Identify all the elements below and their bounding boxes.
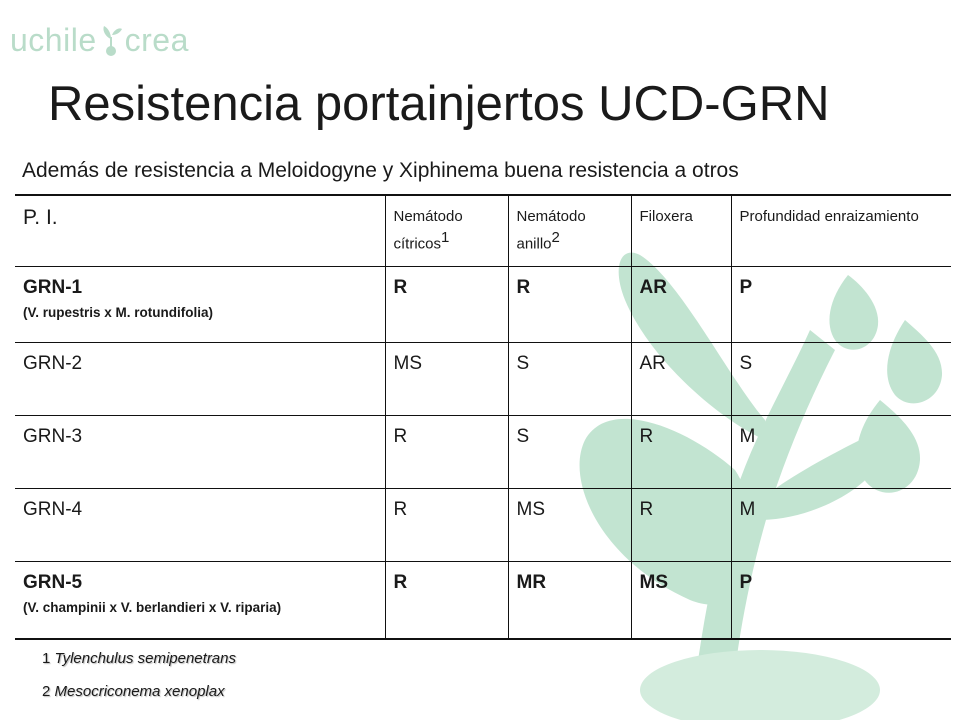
logo-text-left: uchile	[10, 22, 97, 58]
table-cell: M	[731, 415, 951, 488]
page-title: Resistencia portainjertos UCD-GRN	[48, 77, 830, 131]
table-cell: S	[508, 415, 631, 488]
footnote-1	[42, 650, 236, 667]
table-cell: S	[731, 342, 951, 415]
table-cell: R	[508, 266, 631, 342]
table-cell: R	[385, 561, 508, 639]
table-cell: P	[731, 266, 951, 342]
table-cell: S	[508, 342, 631, 415]
logo-text-right: crea	[124, 22, 189, 58]
table-row	[15, 488, 951, 561]
header-cell-phylloxera: Filoxera	[631, 195, 731, 266]
table-cell: R	[385, 266, 508, 342]
table-cell: M	[731, 488, 951, 561]
table-cell: MS	[508, 488, 631, 561]
header-cell-ring-nematode: Nemátodo anillo$^2$	[508, 195, 631, 266]
table-cell: MS	[385, 342, 508, 415]
rootstock-cell: GRN-5 (V. champinii x V. berlandieri x V. riparia)	[15, 561, 385, 639]
header-cell-pi: P. I.	[23, 206, 58, 229]
table-cell: R	[631, 488, 731, 561]
plant-base-blob	[640, 650, 880, 720]
table-cell: AR	[631, 266, 731, 342]
table-cell: R	[631, 415, 731, 488]
footnote-2	[42, 683, 225, 700]
rootstock-cell: GRN-2	[15, 342, 385, 415]
rootstock-cell: GRN-4	[15, 488, 385, 561]
table-cell: R	[385, 415, 508, 488]
table-row	[15, 342, 951, 415]
footnote-number: 1	[42, 650, 51, 667]
rootstock-cell: GRN-1 (V. rupestris x M. rotundifolia)	[15, 266, 385, 342]
rootstock-cell: GRN-3	[15, 415, 385, 488]
table-row	[15, 266, 951, 342]
table-cell: AR	[631, 342, 731, 415]
logo	[10, 22, 189, 59]
footnote-species: Mesocriconema xenoplax	[54, 683, 225, 700]
table-header-row	[15, 195, 951, 266]
header-cell-rooting-depth: Profundidad enraizamiento	[731, 195, 951, 266]
table-cell: MR	[508, 561, 631, 639]
table-cell: MS	[631, 561, 731, 639]
table-cell: P	[731, 561, 951, 639]
sprout-icon	[98, 23, 124, 57]
footnote-number: 2	[42, 683, 51, 700]
footnote-species: Tylenchulus semipenetrans	[54, 650, 236, 667]
table-row	[15, 415, 951, 488]
rootstock-resistance-table	[15, 194, 951, 640]
page-subtitle: Además de resistencia a Meloidogyne y Xiphinema buena resistencia a otros	[22, 159, 739, 182]
header-cell-citrus-nematode: Nemátodo cítricos$^1$	[385, 195, 508, 266]
table-cell: R	[385, 488, 508, 561]
table-row	[15, 561, 951, 639]
